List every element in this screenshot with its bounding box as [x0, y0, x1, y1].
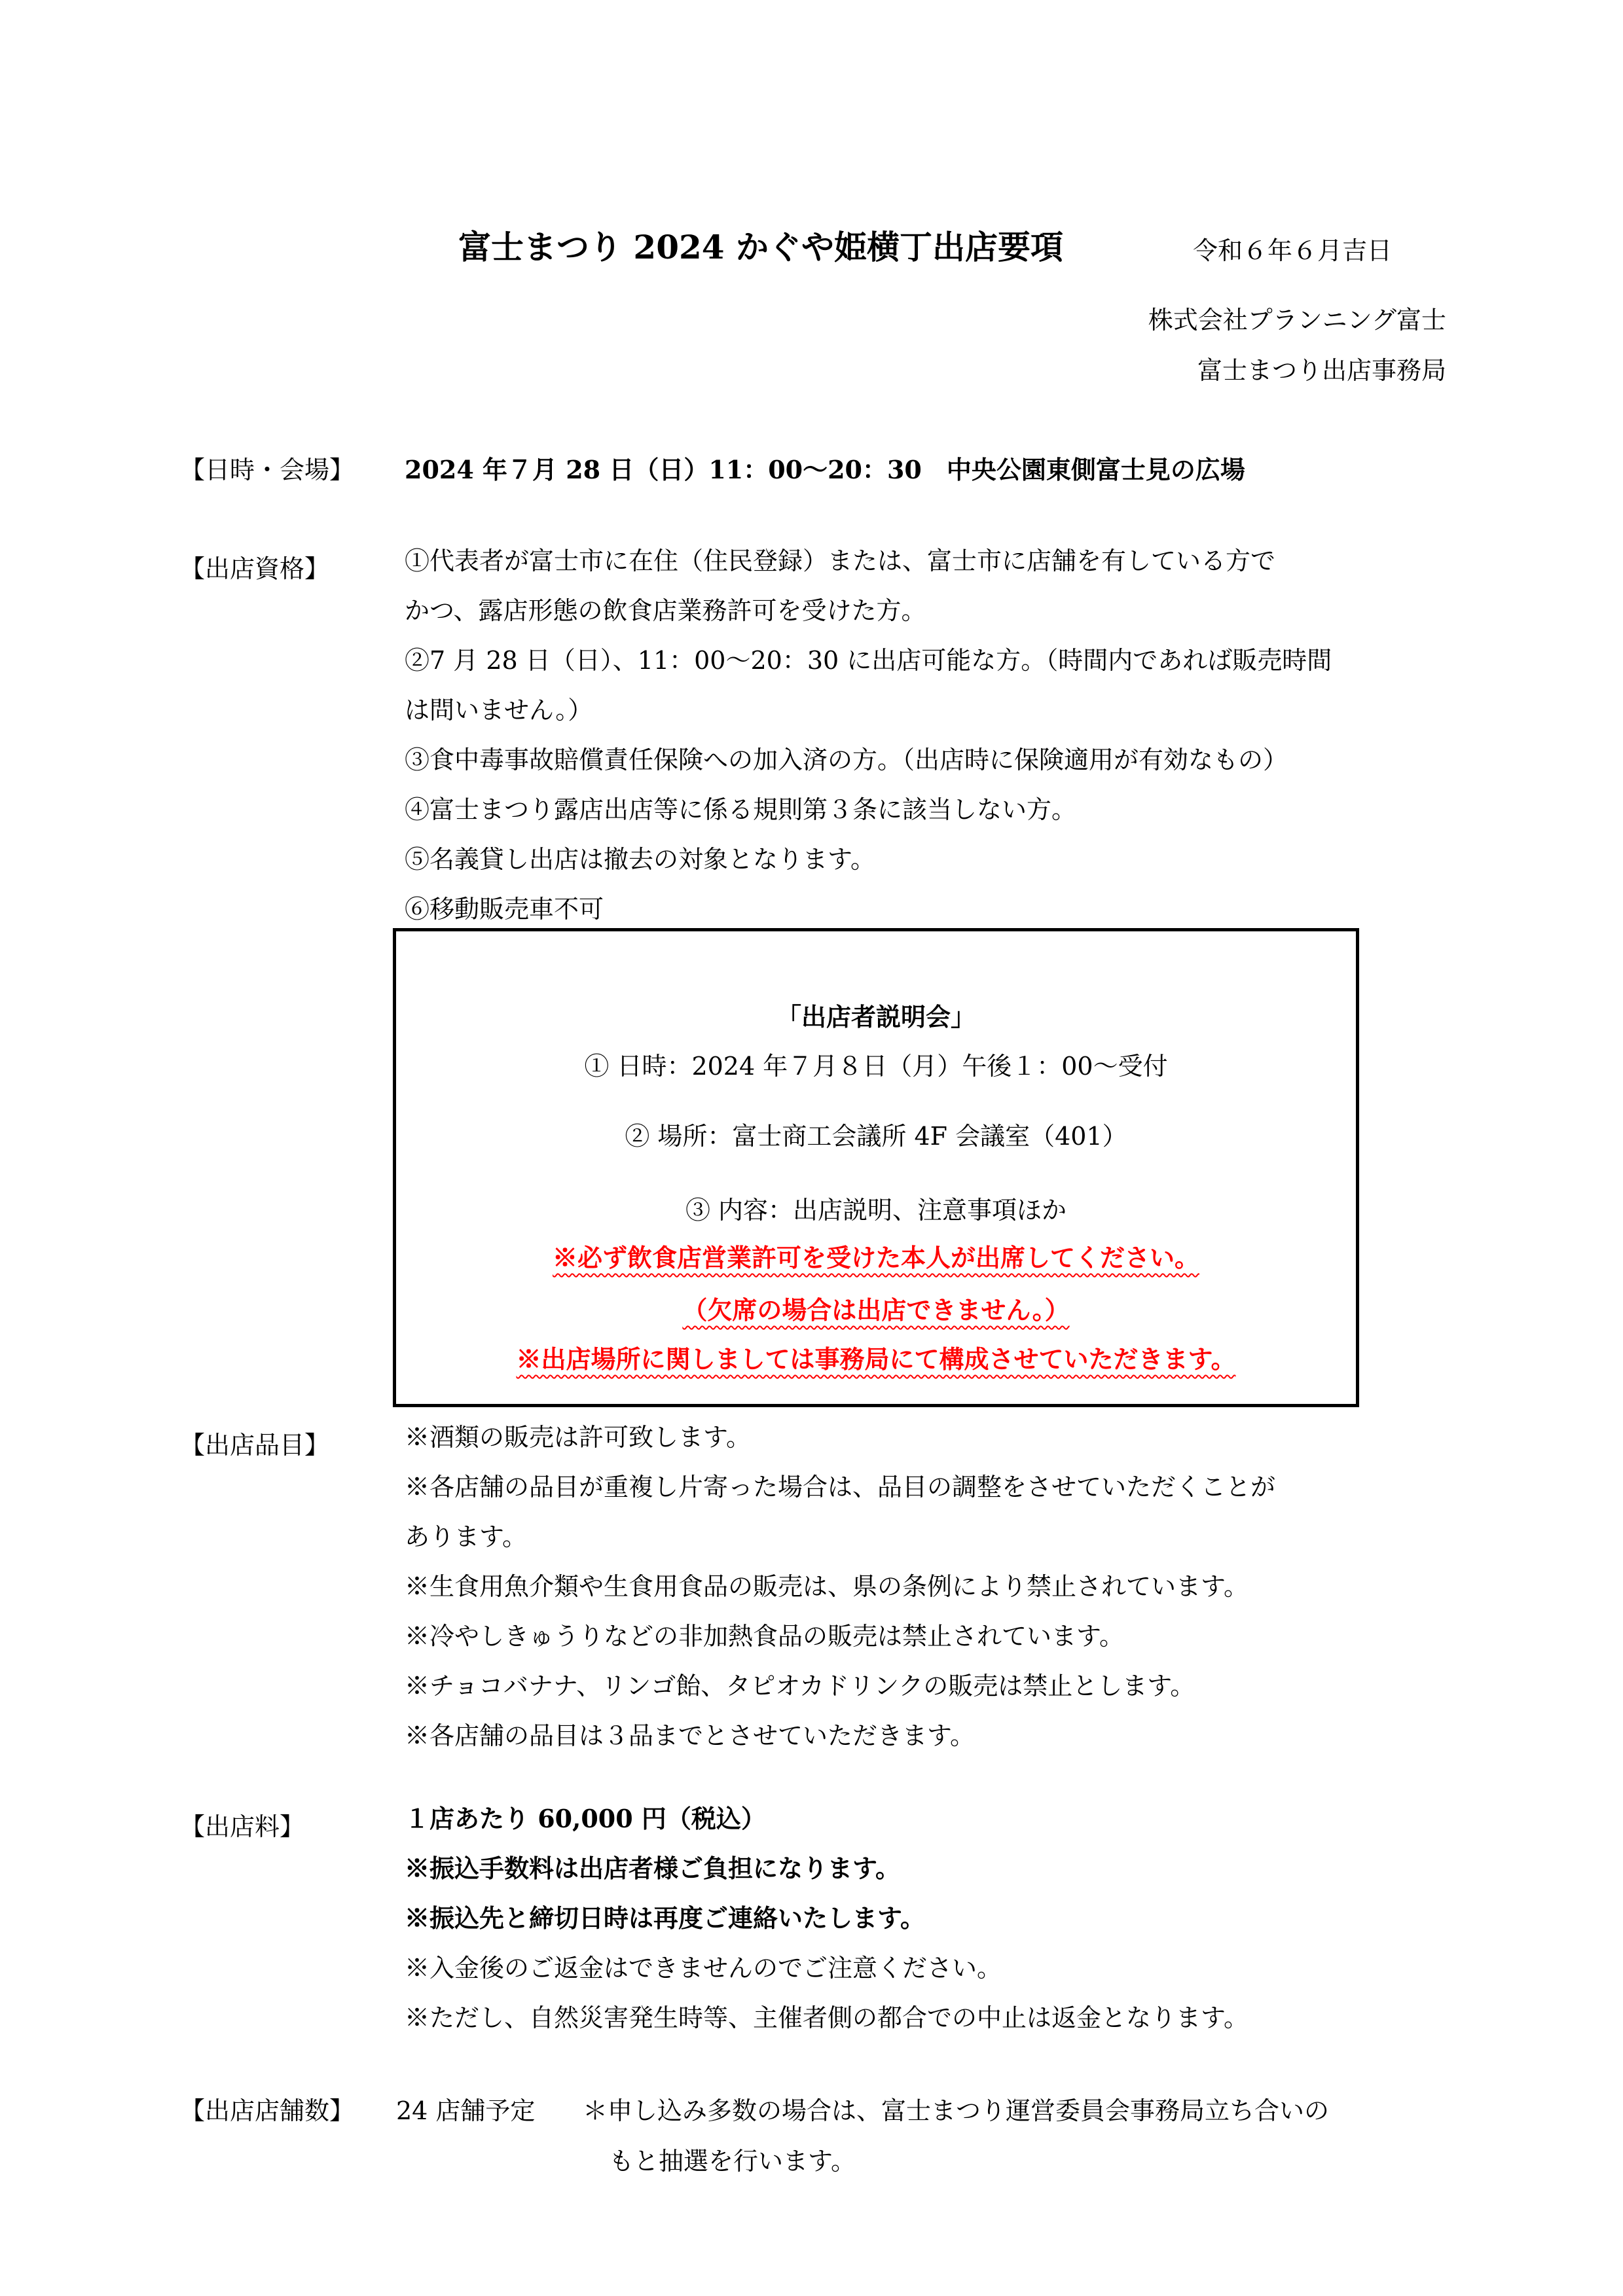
- eligibility-line: ⑤名義貸し出店は撤去の対象となります。: [405, 845, 875, 874]
- eligibility-line: ④富士まつり露店出店等に係る規則第３条に該当しない方。: [405, 795, 1077, 824]
- fee-amount: １店あたり 60,000 円（税込）: [405, 1804, 766, 1833]
- items-line: ※チョコバナナ、リンゴ飴、タピオカドリンクの販売は禁止とします。: [405, 1672, 1195, 1700]
- eligibility-line: ⑥移動販売車不可: [405, 895, 604, 924]
- briefing-content: ③ 内容：出店説明、注意事項ほか: [685, 1196, 1067, 1225]
- eligibility-label: 【出店資格】: [180, 554, 330, 583]
- items-label: 【出店品目】: [180, 1431, 330, 1460]
- eligibility-line: は問いません。）: [405, 696, 593, 725]
- items-line: ※冷やしきゅうりなどの非加熱食品の販売は禁止されています。: [405, 1622, 1124, 1651]
- issue-date: 令和６年６月吉日: [1193, 236, 1393, 265]
- briefing-notice-attendance: ※必ず飲食店営業許可を受けた本人が出席してください。: [552, 1243, 1199, 1272]
- schedule-label: 【日時・会場】: [180, 456, 355, 484]
- briefing-notice-placement: ※出店場所に関しましては事務局にて構成させていただきます。: [516, 1344, 1236, 1374]
- organizer-company: 株式会社プランニング富士: [1148, 306, 1446, 334]
- stores-count: 24 店舗予定: [396, 2096, 536, 2125]
- fee-deadline-note: ※振込先と締切日時は再度ご連絡いたします。: [405, 1903, 925, 1933]
- eligibility-line: ①代表者が富士市に在住（住民登録）または、富士市に店舗を有している方で: [405, 547, 1276, 575]
- stores-label: 【出店店舗数】: [180, 2096, 355, 2125]
- fee-label: 【出店料】: [180, 1812, 305, 1841]
- items-line: ※生食用魚介類や生食用食品の販売は、県の条例により禁止されています。: [405, 1572, 1249, 1601]
- items-list: [405, 1412, 1275, 1761]
- fee-transfer-charge-note: ※振込手数料は出店者様ご負担になります。: [405, 1854, 900, 1883]
- fee-list: [405, 1794, 1249, 2043]
- briefing-notice-absence: （欠席の場合は出店できません。）: [682, 1295, 1070, 1325]
- briefing-title: 「出店者説明会」: [776, 1002, 976, 1031]
- fee-refund-note: ※入金後のご返金はできませんのでご注意ください。: [405, 1954, 1002, 1982]
- fee-cancellation-note: ※ただし、自然災害発生時等、主催者側の都合での中止は返金となります。: [405, 2003, 1249, 2032]
- items-line: ※各店舗の品目が重複し片寄った場合は、品目の調整をさせていただくことが: [405, 1473, 1276, 1501]
- eligibility-line: ③食中毒事故賠償責任保険への加入済の方。（出店時に保険適用が有効なもの）: [405, 745, 1288, 774]
- stores-lottery-note-cont: もと抽選を行います。: [609, 2147, 856, 2176]
- schedule-value: 2024 年７月 28 日（日）11：00～20：30 中央公園東側富士見の広場: [405, 455, 1245, 484]
- eligibility-line: ②7 月 28 日（日）、11：00～20：30 に出店可能な方。（時間内であれば販売時間: [405, 646, 1332, 675]
- document-title: 富士まつり 2024 かぐや姫横丁出店要項: [458, 228, 1063, 266]
- eligibility-list: [405, 536, 1332, 934]
- items-line: ※各店舗の品目は３品までとさせていただきます。: [405, 1721, 975, 1750]
- briefing-datetime: ① 日時：2024 年７月８日（月）午後１：00～受付: [584, 1052, 1168, 1081]
- items-line: あります。: [405, 1522, 527, 1551]
- eligibility-line: かつ、露店形態の飲食店業務許可を受けた方。: [405, 596, 926, 625]
- organizer-office: 富士まつり出店事務局: [1197, 356, 1446, 385]
- briefing-box: [393, 928, 1359, 1407]
- items-line: ※酒類の販売は許可致します。: [405, 1423, 751, 1452]
- briefing-location: ② 場所：富士商工会議所 4F 会議室（401）: [625, 1122, 1127, 1151]
- stores-lottery-note: ＊申し込み多数の場合は、富士まつり運営委員会事務局立ち合いの: [583, 2096, 1330, 2125]
